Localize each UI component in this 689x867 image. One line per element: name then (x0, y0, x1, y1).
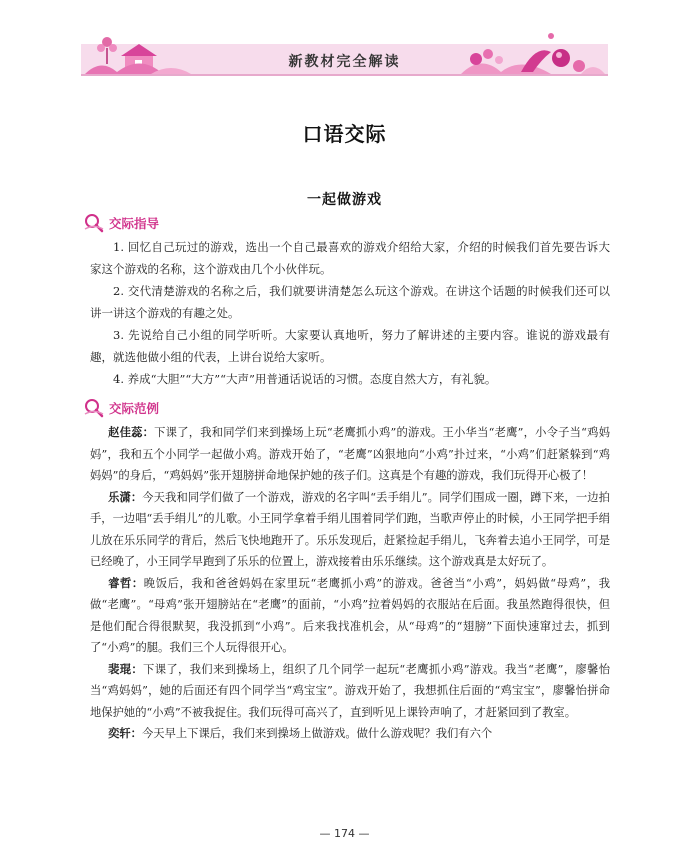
guide-item: 4. 养成“大胆”“大方”“大声”用普通话说话的习惯。态度自然大方，有礼貌。 (113, 372, 497, 386)
examples-heading-label: 交际范例 (109, 401, 160, 416)
page-title: 口语交际 (302, 122, 387, 146)
example-paragraph (90, 659, 610, 724)
example-paragraph (90, 487, 610, 573)
example-paragraph (90, 422, 610, 487)
example-paragraph (90, 573, 610, 659)
example-text: 下课了，我和同学们来到操场上玩“老鹰抓小鸡”的游戏。王小华当“老鹰”，小令子当“鸡妈妈”，我和五个小同学一起做小鸡。游戏开始了，“老鹰”凶狠地向“小鸡”扑过来，“小鸡”们赶紧躲到“鸡妈妈”的身后，“鸡妈妈”张开翅膀拼命地保护她的孩子们。这真是个有趣的游戏，我们玩得开心极了！ (90, 426, 610, 482)
example-text: 今天早上下课后，我们来到操场上做游戏。做什么游戏呢？我们有六个 (141, 727, 493, 740)
magnifier-icon (83, 213, 105, 233)
guide-heading (83, 213, 159, 233)
header-decoration (81, 14, 608, 82)
example-text: 下课了，我们来到操场上，组织了几个同学一起玩“老鹰抓小鸡”游戏。我当“老鹰”，廖馨怡当“鸡妈妈”，她的后面还有四个同学当“鸡宝宝”。游戏开始了，我想抓住后面的“鸡宝宝”，廖馨怡拼命地保护她的“小鸡”不被我捉住。我们玩得可高兴了，直到听见上课铃声响了，才赶紧回到了教室。 (90, 662, 610, 719)
example-text: 今天我和同学们做了一个游戏，游戏的名字叫“丢手绢儿”。同学们围成一圈，蹲下来，一边拍手，一边唱“丢手绢儿”的儿歌。小王同学拿着手绢儿围着同学们跑，当歌声停止的时候，小王同学把手绢儿放在乐乐同学的背后，然后飞快地跑开了。乐乐发现后，赶紧捡起手绢儿，飞奔着去追小王同学，可是已经晚了，小王同学早跑到了乐乐的位置上，游戏接着由乐乐继续。这个游戏真是太好玩了。 (90, 490, 610, 568)
header-title: 新教材完全解读 (288, 54, 401, 70)
speaker-name: 乐潇： (108, 490, 143, 504)
example-paragraph (90, 723, 610, 745)
page-number: — 174 — (319, 827, 370, 840)
guide-item: 3. 先说给自己小组的同学听听。大家要认真地听，努力了解讲述的主要内容。谁说的游戏最有趣，就选他做小组的代表，上讲台说给大家听。 (90, 328, 610, 364)
speaker-name: 赵佳蕊： (108, 426, 155, 439)
guide-heading-label: 交际指导 (109, 216, 160, 231)
guide-item: 1. 回忆自己玩过的游戏，选出一个自己最喜欢的游戏介绍给大家，介绍的时候我们首先要告诉大家这个游戏的名称，这个游戏由几个小伙伴玩。 (90, 240, 610, 276)
page-header (81, 14, 608, 82)
section-subtitle: 一起做游戏 (307, 192, 382, 208)
magnifier-icon (83, 398, 105, 418)
speaker-name: 奕轩： (108, 727, 142, 740)
speaker-name: 睿哲： (108, 576, 144, 590)
examples-text (90, 422, 610, 745)
speaker-name: 裴琨： (108, 662, 144, 676)
guide-text (90, 236, 610, 390)
example-text: 晚饭后，我和爸爸妈妈在家里玩“老鹰抓小鸡”的游戏。爸爸当“小鸡”，妈妈做“母鸡”，我做“老鹰”。“母鸡”张开翅膀站在“老鹰”的面前，“小鸡”拉着妈妈的衣服站在后面。我虽然跑得很快，但是他们配合得很默契，我没抓到“小鸡”。后来我找准机会，从“母鸡”的“翅膀”下面快速窜过去，抓到了“小鸡”的腿。我们三个人玩得很开心。 (90, 576, 610, 654)
examples-heading (83, 398, 159, 418)
guide-item: 2. 交代清楚游戏的名称之后，我们就要讲清楚怎么玩这个游戏。在讲这个话题的时候我们还可以讲一讲这个游戏的有趣之处。 (90, 284, 610, 320)
